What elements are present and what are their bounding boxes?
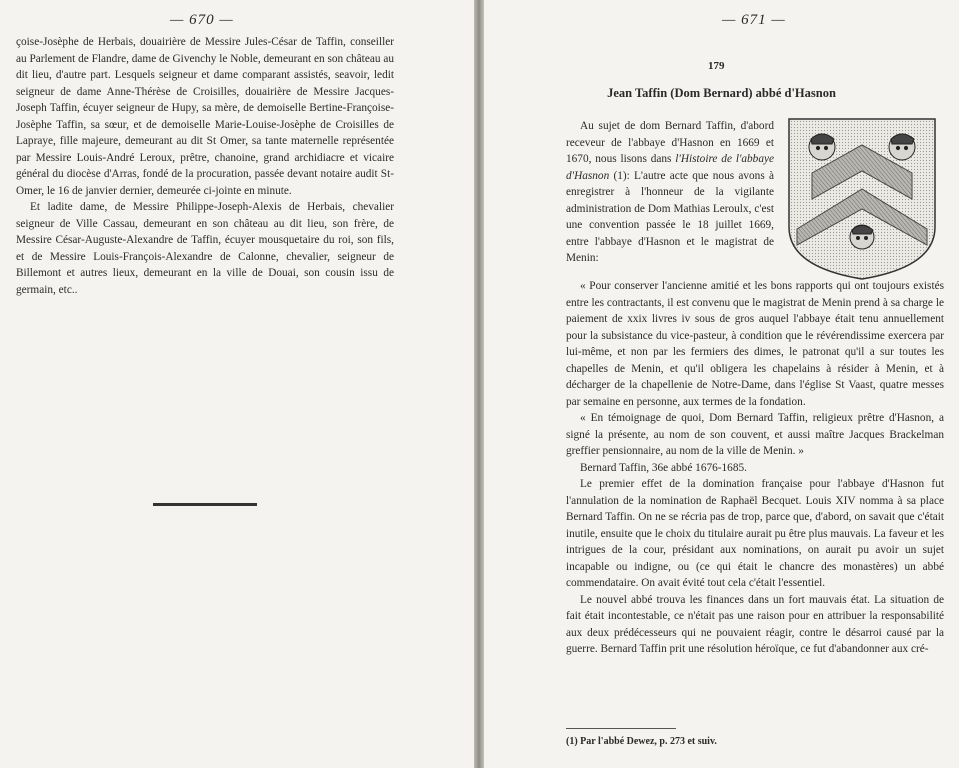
left-paragraph-1: çoise-Josèphe de Herbais, douairière de Messire Jules-César de Taffin, conseiller au Parlement de Flandre, dame de Givenchy le Noble, demeurant en son château au dit lieu, d'autre part. Lesquels seigneur et dame comparant assistés, seavoir, ledit seigneur de dame Anne-Thérèse de Croisilles, douairière de Messire Jacques-Joseph Taffin, écuyer seigneur de Hupy, sa mère, de demoiselle Bertine-Françoise-Josèphe Taffin, sa sœur, et de demoiselle Marie-Louise-Josèphe de Croisilles de Lapraye, fille majeure, demeurant au dit St Omer, sa tante maternelle représentée par Messire Louis-André Leroux, prêtre, chanoine, grand archidiacre et vicaire général du diocèse d'Arras, fondé de la procuration, passée devant notaire audit St-Omer, le 16 de janvier dernier, demeurée ci-jointe en minute. (16, 36, 394, 197)
moor-head-bottom (850, 225, 874, 249)
footnote: (1) Par l'abbé Dewez, p. 273 et suiv. (566, 736, 717, 747)
book-gutter (474, 0, 484, 768)
right-page (484, 0, 959, 768)
footnote-divider (566, 728, 676, 729)
coat-of-arms-image (787, 117, 937, 281)
quote-paragraph-1: « Pour conserver l'ancienne amitié et les bons rapports qui ont toujours existés entre les contractants, il est convenu que le magistrat de Menin prend à sa charge le paiement de xxix livres iv sous de gros auquel l'abbaye était tenu annuellement pour la subsistance du vice-pasteur, à condition que le révérendissime exercera par lui-même, et non par les fermiers des dimes, le patronat qu'il a sur toutes les chapelles de Menin, et qu'il obligera les chapelains à résider à Menin, et à décharger de la chapellenie de Notre-Dame, dans l'église St Vaast, quatre messes par semaine en personne, aux termes de la fondation. (566, 280, 944, 408)
intro-italic-title: l'Histoire de l'abbaye d'Hasnon (566, 153, 775, 182)
moor-head-right (889, 134, 915, 160)
paragraph-domination: Le premier effet de la domination française pour l'abbaye d'Hasnon fut l'annulation de la nomination de Raphaël Becquet. Louis XIV nomma à sa place Bernard Taffin. On ne se récria pas de trop, parce que, d'abord, on savait que c'était inutile, ensuite que le choix du titulaire aurait pu être plus mauvais. La faveur et les intrigues de la cour, présidant aux nominations, on aurait pu avoir un sujet incapable ou indigne, ou (ce qui était le chancre des monastères) un abbé commendataire. On avait évité tout cela c'était l'essentiel. (566, 478, 944, 589)
left-paragraph-2: Et ladite dame, de Messire Philippe-Joseph-Alexis de Herbais, chevalier seigneur de Ville Cassau, demeurant en son château au dit lieu, son frère, de Messire César-Auguste-Alexandre de Taffin, écuyer mousquetaire du roi, son fils, et de Messire Louis-François-Alexandre de Calonne, chevalier, seigneur de Billemont et autres lieux, demeurant en la ville de Douai, son cousin issu de germain, etc.. (16, 201, 394, 296)
main-text (566, 278, 944, 658)
section-number: 179 (708, 60, 725, 72)
intro-part-a: Au sujet de dom Bernard Taffin, d'abord receveur de l'abbaye d'Hasnon en 1669 et 1670, nous lisons dans (566, 120, 774, 165)
left-page (0, 0, 474, 768)
end-rule (153, 503, 257, 506)
right-page-number: — 671 — (722, 12, 786, 28)
quote-paragraph-2: « En témoignage de quoi, Dom Bernard Taffin, religieux prêtre d'Hasnon, a signé la présente, au nom de son couvent, et aussi maître Jacques Brackelman greffier pensionnaire, au nom de la ville de Menin. » (566, 412, 944, 457)
left-page-text (16, 34, 394, 298)
section-title: Jean Taffin (Dom Bernard) abbé d'Hasnon (607, 86, 836, 100)
paragraph-finances: Le nouvel abbé trouva les finances dans un fort mauvais état. La situation de fait était incontestable, ce n'était pas une raison pour en attribuer la responsabilité aux deux prédécesseurs qui ne pouvaient réagir, contre le désarroi causé par la guerre. Bernard Taffin prit une résolution héroïque, ce fut d'abandonner aux cré- (566, 593, 944, 655)
moor-head-left (809, 134, 835, 160)
left-page-number: — 670 — (170, 12, 234, 28)
abbot-heading: Bernard Taffin, 36e abbé 1676-1685. (580, 461, 747, 474)
intro-part-b: (1): L'autre acte que nous avons à enregistrer à l'honneur de la vigilante administration de Dom Mathias Leroulx, c'est une convention passée le 18 juillet 1669, entre l'abbaye d'Hasnon et le magistrat de Menin: (566, 169, 774, 264)
intro-paragraph (566, 118, 774, 267)
intro-text (566, 118, 774, 267)
